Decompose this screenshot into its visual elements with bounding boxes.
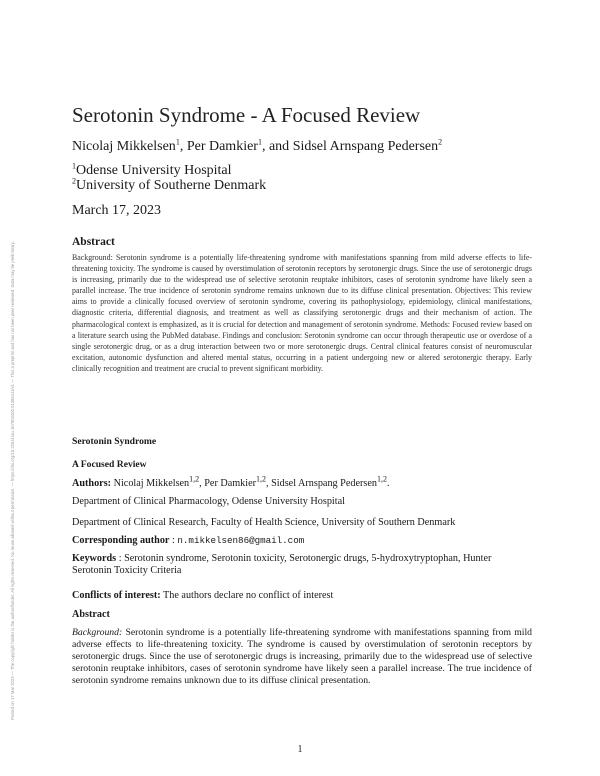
department-2: Department of Clinical Research, Faculty of Health Science, University of Southern Denmark (72, 517, 456, 528)
abstract-heading: Abstract (72, 236, 115, 248)
corresponding-author (72, 535, 532, 546)
authors-block: Authors: Nicolaj Mikkelsen$^{1,2}$, Per Damkier$^{1,2}$, Sidsel Arnspang Pedersen$^{1,2}$. (72, 474, 390, 489)
affiliation-name: University of Southerne Denmark (76, 178, 267, 193)
affiliation-1 (72, 163, 232, 179)
keywords-text: Serotonin syndrome, Serotonin toxicity, Serotonergic drugs, 5-hydroxytryptophan, Hunter Serotonin Toxicity Criteria (72, 553, 492, 576)
affiliation-2 (72, 178, 266, 194)
abstract-body (72, 627, 532, 687)
author-separator: , and (261, 139, 293, 154)
author-separator: , (179, 139, 187, 154)
conflicts-of-interest (72, 590, 532, 601)
corresponding-label: Corresponding author (72, 535, 170, 546)
section-subtitle: A Focused Review (72, 459, 147, 470)
author-name: Per Damkier (186, 139, 258, 154)
affiliation-sup: 1 (72, 161, 76, 171)
affiliation-sup: 2 (72, 176, 76, 186)
author-affil-sup: 2 (438, 137, 443, 147)
coi-label: Conflicts of interest: (72, 590, 161, 601)
author-name: Sidsel Arnspang Pedersen (292, 139, 439, 154)
department-1: Department of Clinical Pharmacology, Odense University Hospital (72, 496, 345, 507)
author-affil-sup: 1,2 (256, 474, 267, 484)
author-name: Per Damkier (204, 478, 257, 489)
preprint-side-note: Posted on 17 Mar 2023 — The copyright holder is the author/funder. All rights reserved. No reuse allowed without permission. — https://doi.org/10.22541/au.167904400.01384411/v1 — This a preprint and has not been peer reviewed. Data may be preliminary. (10, 241, 15, 720)
background-text: Serotonin syndrome is a potentially life-threatening syndrome with manifestations spanning from mild adverse effects to life-threatening toxicity. The syndrome is caused by overstimulation of serotonin receptors by serotonergic drugs. Since the use of serotonergic drugs is increasing, primarily due to the widespread use of selective serotonin reuptake inhibitors, cases of serotonin syndrome have likely seen a parallel increase. The true incidence of serotonin syndrome remains unknown due to its diffuse clinical presentation. (72, 627, 533, 687)
affiliation-name: Odense University Hospital (76, 163, 232, 178)
author-name: Sidsel Arnspang Pedersen (271, 478, 377, 489)
corresponding-email[interactable]: n.mikkelsen86@gmail.com (177, 535, 305, 546)
author-affil-sup: 1,2 (189, 474, 200, 484)
author-name: Nicolaj Mikkelsen (72, 139, 176, 154)
publication-date: March 17, 2023 (72, 203, 162, 218)
corresponding-colon: : (169, 535, 178, 546)
author-name: Nicolaj Mikkelsen (113, 478, 190, 489)
paper-title: Serotonin Syndrome - A Focused Review (72, 103, 421, 127)
abstract-heading-2: Abstract (72, 609, 110, 620)
keywords-label: Keywords (72, 553, 117, 564)
author-list (72, 139, 442, 155)
keywords-colon: : (116, 553, 125, 564)
author-affil-sup: 1,2 (376, 474, 387, 484)
abstract-text: Background: Serotonin syndrome is a potentially life-threatening syndrome with manifestations spanning from mild adverse effects to life-threatening toxicity. The syndrome is caused by overstimulation of serotonin receptors by serotonergic drugs. Since the use of serotonergic drugs is increasing, primarily due to the widespread use of selective serotonin reuptake inhibitors, cases of serotonin syndrome have likely seen a parallel increase. The true incidence of serotonin syndrome remains unknown due to its diffuse clinical presentation. Objectives: This review aims to provide a clinically focused overview of serotonin syndrome, covering its pathophysiology, epidemiology, clinical manifestations, diagnostic criteria, differential diagnosis, and treatment as well as classifying serotonergic drugs and their mechanism of action. The pharmacological context is emphasized, as it is crucial for detection and management of serotonin syndrome. Methods: Focused review based on a literature search using the PubMed database. Findings and conclusion: Serotonin syndrome can occur through therapeutic use or overdose of a single serotonergic drug, or as a drug interaction between two or more serotonergic drugs. Central clinical features consist of neuromuscular excitation, autonomic dysfunction and altered mental status, occurring in a patient undergoing new or altered serotonergic therapy. Early clinically recognition and treatment are crucial to prevent significant morbidity. (72, 253, 532, 373)
author-affil-sup: 1 (257, 137, 262, 147)
background-label: Background: (72, 627, 123, 638)
keywords (72, 553, 532, 577)
section-title: Serotonin Syndrome (72, 436, 157, 447)
authors-label: Authors: (72, 478, 112, 489)
page-number: 1 (297, 744, 303, 755)
coi-text: The authors declare no conflict of interest (163, 590, 334, 601)
author-affil-sup: 1 (175, 137, 180, 147)
